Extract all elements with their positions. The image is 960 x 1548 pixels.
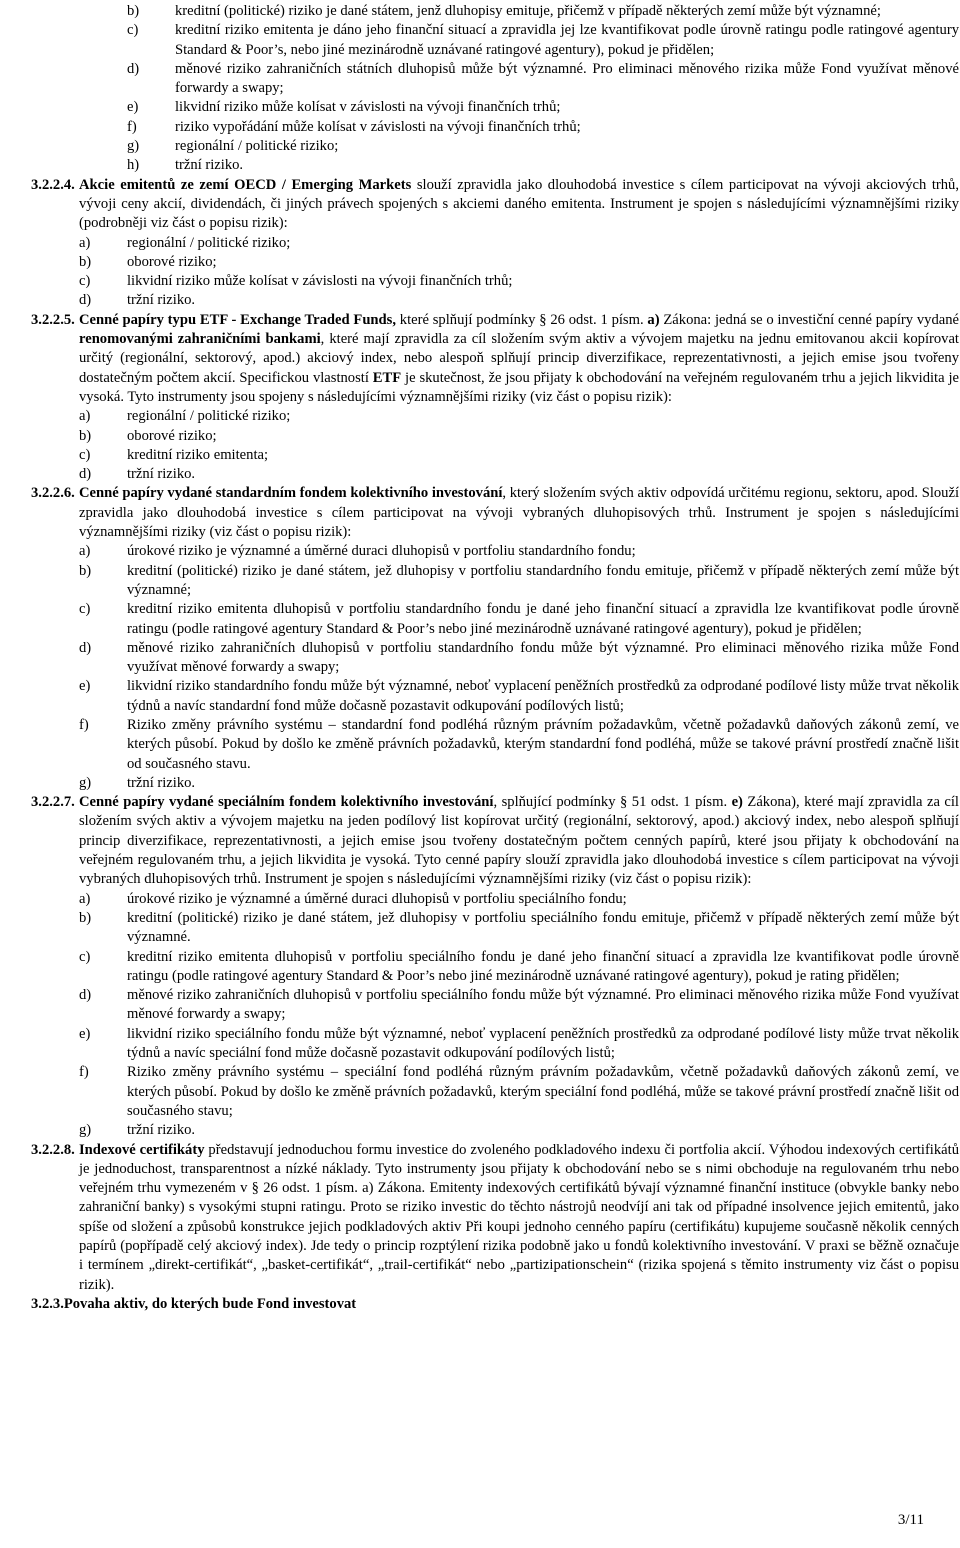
list-item: [79, 600, 959, 639]
section-number: 3.2.3.: [31, 1295, 64, 1312]
list-item-text: Riziko změny právního systému – speciální fond podléhá různým právním požadavkům, včetně požadavků daňových zákonů zemí, ve kterých působí. Pokud by došlo ke změně právních požadavků, kterým speciální fond podléhá, může se takové právní prostředí značně lišit od současného stavu;: [127, 1064, 959, 1119]
list-item-text: likvidní riziko speciálního fondu může být významné, neboť vyplacení peněžních prostředků za odprodané podílové listy může trvat několik týdnů a navíc speciální fond může dočasně pozastavit odkupování podílových listů;: [127, 1025, 959, 1062]
list-marker: d): [79, 466, 92, 483]
section-number: 3.2.2.6.: [31, 485, 75, 502]
list-marker: c): [79, 601, 91, 618]
section-text: Zákona), které mají zpravidla za cíl složením svých aktiv a vývojem majetku na jeden podílový list kopírovat určitý (regionální, sektorový, apod.) akciový index, nebo alespoň splňují princip diverzifikace, reprezentativnosti, a jejich emise jsou tvořeny dostatečným počtem cenných papírů, které jsou přijaty k obchodování na veřejném regulovaném trhu, a jejich likvidita je vysoká. Tyto cenné papíry slouží zpravidla jako dlouhodobá investice s cílem participovat na vývoji vybraných dluhopisových trhů. Instrument je spojen s následujícími významnějšími riziky (viz část o popisu rizik):: [79, 794, 959, 888]
section-heading: Cenné papíry vydané speciálním fondem kolektivního investování: [79, 794, 494, 811]
section-3-2-2-5: [31, 311, 959, 485]
list-item-text: riziko vypořádání může kolísat v závislosti na vývoji finančních trhů;: [175, 118, 581, 135]
list-item: [79, 1121, 959, 1140]
list-marker: f): [79, 1064, 89, 1081]
bold-ref: a): [647, 311, 660, 328]
list-item-text: úrokové riziko je významné a úměrné duraci dluhopisů v portfoliu speciálního fondu;: [127, 890, 627, 907]
section-text: je skutečnost, že jsou přijaty k obchodování na veřejném regulovaném trhu a jejich likvidita je vysoká. Tyto instrumenty jsou spojeny s následujícími významnějšími riziky (viz část o popisu rizik):: [79, 369, 959, 405]
section-3-2-2-7: [31, 793, 959, 1140]
list-item: [79, 407, 959, 426]
bold-term: ETF: [372, 369, 402, 386]
list-marker: c): [79, 446, 91, 463]
section-text: slouží zpravidla jako dlouhodobá investice s cílem participovat na vývoji akciových trhů, vývoji ceny akcií, dividendách, či jiných právech spojených s akciemi daného emitenta. Instrument je spojen s následujícími významnějšími riziky (podrobněji viz část o popisu rizik):: [79, 176, 959, 232]
list-marker: d): [79, 987, 92, 1004]
risk-list: [79, 407, 959, 484]
section-number: 3.2.2.4.: [31, 176, 75, 193]
list-marker: c): [79, 273, 91, 290]
list-item: [79, 562, 959, 601]
list-item-text: kreditní riziko emitenta dluhopisů v portfoliu speciálního fondu je dané jeho finanční situací a zpravidla lze kvantifikovat podle úrovně ratingu (podle ratingové agentury Standard & Poor’s nebo jiné mezinárodně uznávané ratingové agentury), pokud je rating přidělen;: [127, 948, 959, 984]
list-marker: c): [79, 948, 91, 965]
list-item-text: regionální / politické riziko;: [127, 408, 291, 425]
list-marker: a): [79, 408, 91, 425]
list-item: [79, 1063, 959, 1121]
section-text: Zákona: jedná se o investiční cenné papíry vydané: [659, 311, 959, 328]
list-item-text: Riziko změny právního systému – standardní fond podléhá různým právním požadavkům, včetně požadavků daňových zákonů zemí, ve kterých působí. Pokud by došlo ke změně právních požadavků, kterým standardní fond podléhá, může se takové právní prostředí značně lišit od současného stavu.: [127, 716, 959, 772]
list-marker: e): [127, 99, 139, 116]
list-marker: b): [79, 253, 92, 270]
list-marker: b): [79, 562, 92, 579]
list-marker: d): [79, 292, 92, 309]
intro-risk-list: [79, 2, 959, 176]
list-item: [127, 118, 959, 137]
risk-list: [79, 542, 959, 793]
list-marker: g): [127, 138, 140, 155]
list-item-text: kreditní riziko emitenta je dáno jeho finanční situací a zpravidla jej lze kvantifikovat podle úrovně ratingu podle ratingové agentury Standard & Poor’s, nebo jiné mezinárodně uznávané ratingové agentury), pokud je přidělen;: [175, 22, 959, 58]
list-item-text: kreditní riziko emitenta dluhopisů v portfoliu standardního fondu je dané jeho finanční situací a zpravidla lze kvantifikovat podle úrovně ratingu (podle ratingové agentury Standard & Poor’s nebo jiné mezinárodně uznávané ratingové agentury), pokud je přidělen;: [127, 601, 959, 637]
list-marker: g): [79, 1122, 92, 1139]
list-item: [127, 2, 959, 21]
list-item-text: tržní riziko.: [127, 292, 196, 309]
list-marker: e): [79, 678, 91, 695]
section-title: Povaha aktiv, do kterých bude Fond investovat: [63, 1295, 357, 1312]
section-text: , splňující podmínky § 51 odst. 1 písm.: [493, 794, 732, 811]
list-item: [79, 909, 959, 948]
list-item: [127, 137, 959, 156]
section-heading: Indexové certifikáty: [79, 1141, 205, 1158]
list-item-text: měnové riziko zahraničních státních dluhopisů může být významné. Pro eliminaci měnového rizika může Fond využívat měnové forwardy a swapy;: [175, 60, 959, 97]
list-item-text: měnové riziko zahraničních dluhopisů v portfoliu standardního fondu může být významné. Pro eliminaci měnového rizika může Fond využívat měnové forwardy a swapy;: [127, 639, 959, 676]
list-item: [127, 60, 959, 99]
list-item-text: tržní riziko.: [127, 1122, 196, 1139]
page-number: 3/11: [897, 1512, 924, 1528]
list-item: [79, 542, 959, 561]
list-item: [79, 716, 959, 774]
list-marker: a): [79, 890, 91, 907]
list-item: [127, 156, 959, 175]
section-heading: Cenné papíry vydané standardním fondem kolektivního investování: [79, 485, 503, 502]
list-marker: b): [79, 909, 92, 926]
list-item: [79, 677, 959, 716]
list-item-text: kreditní (politické) riziko je dané státem, jenž dluhopisy emituje, přičemž v případě některých zemí může být významné;: [175, 3, 881, 19]
list-item: [79, 291, 959, 310]
list-item: [79, 446, 959, 465]
list-item-text: měnové riziko zahraničních dluhopisů v portfoliu speciálního fondu může být významné. Pro eliminaci měnového rizika může Fond využívat měnové forwardy a swapy;: [127, 987, 959, 1023]
list-item: [79, 465, 959, 484]
list-item: [79, 639, 959, 678]
list-marker: f): [79, 716, 89, 733]
list-item-text: tržní riziko.: [175, 157, 244, 174]
section-3-2-2-8: [31, 1141, 959, 1295]
section-heading: Akcie emitentů ze zemí OECD / Emerging Markets: [79, 176, 412, 193]
list-item-text: kreditní riziko emitenta;: [127, 446, 269, 463]
section-text: , který složením svých aktiv odpovídá určitému regionu, sektoru, apod. Slouží zpravidla jako dlouhodobá investice s cílem participovat na vývoji vybraných dluhopisových trhů. Instrument je spojen s následujícími významnějšími riziky (viz část o popisu rizik):: [79, 485, 959, 541]
list-marker: a): [79, 543, 91, 560]
bold-ref: e): [731, 794, 743, 811]
list-item: [79, 986, 959, 1025]
list-marker: d): [79, 639, 92, 656]
list-item-text: likvidní riziko standardního fondu může být významné, neboť vyplacení peněžních prostředků za odprodané podílové listy může trvat několik týdnů a navíc standardní fond může dočasně pozastavit odkupování podílových listů;: [127, 678, 959, 714]
section-number: 3.2.2.7.: [31, 794, 75, 811]
section-text: představují jednoduchou formu investice do zvoleného podkladového indexu či portfolia akcií. Výhodou indexových certifikátů je jednoduchost, transparentnost a nízké náklady. Tyto instrumenty jsou přijaty k obchodování nebo se s nimi obchoduje na regulovaném trhu nebo veřejném trhu vymezeném v § 26 odst. 1 písm. a) Zákona. Emitenty indexových certifikátů bývají významné finanční instituce (obvykle banky nebo zahraniční banky) s vysokými stupni ratingu. Proto se riziko investic do těchto nástrojů neodvíjí ani tak od případné insolvence jejich emitentů, jako spíše od složení a způsobů konstrukce jejich podkladových aktiv Při koupi jednoho cenného papíru (certifikátu) kupujeme současně několik cenných papírů (popřípadě celý akciový index). Jde tedy o princip rozptýlení rizika podobně jako u fondů kolektivního investování. V praxi se běžně označuje i termínem „direkt-certifikát“, „basket-certifikát“, „trail-certifikát“ nebo „partizipationschein“ (rizika spojená s těmito instrumenty viz část o popisu rizik).: [79, 1141, 959, 1293]
list-item-text: tržní riziko.: [127, 774, 196, 791]
list-item-text: regionální / politické riziko;: [127, 234, 291, 251]
section-number: 3.2.2.8.: [31, 1141, 75, 1158]
list-item: [127, 98, 959, 117]
list-marker: f): [127, 118, 137, 135]
list-item-text: úrokové riziko je významné a úměrné duraci dluhopisů v portfoliu standardního fondu;: [127, 543, 636, 560]
list-item: [79, 948, 959, 987]
bold-term: renomovanými zahraničními bankami: [79, 331, 321, 348]
list-item-text: kreditní (politické) riziko je dané státem, jež dluhopisy v portfoliu standardního fondu emituje, přičemž v případě některých zemí může být významné;: [127, 562, 959, 598]
list-item-text: likvidní riziko může kolísat v závislosti na vývoji finančních trhů;: [127, 273, 513, 290]
list-item: [127, 21, 959, 60]
risk-list: [79, 234, 959, 311]
list-item: [79, 774, 959, 793]
list-marker: h): [127, 157, 140, 174]
list-item: [79, 253, 959, 272]
section-number: 3.2.2.5.: [31, 311, 75, 328]
list-marker: g): [79, 774, 92, 791]
section-3-2-2-4: [31, 176, 959, 311]
list-item-text: tržní riziko.: [127, 466, 196, 483]
list-item-text: kreditní (politické) riziko je dané státem, jež dluhopisy v portfoliu speciálního fondu emituje, přičemž v případě některých zemí může být významné.: [127, 909, 959, 946]
list-item-text: regionální / politické riziko;: [175, 138, 339, 155]
list-item-text: oborové riziko;: [127, 427, 217, 444]
list-marker: b): [79, 427, 92, 444]
list-marker: a): [79, 234, 91, 251]
list-marker: b): [127, 3, 140, 19]
section-heading: Cenné papíry typu ETF - Exchange Traded Funds,: [79, 311, 396, 328]
list-item: [79, 890, 959, 909]
document-body: [31, 2, 959, 1314]
list-item: [79, 234, 959, 253]
list-item: [79, 272, 959, 291]
list-item: [79, 1025, 959, 1064]
section-text: které splňují podmínky § 26 odst. 1 písm.: [396, 311, 648, 328]
list-marker: c): [127, 22, 139, 39]
list-marker: e): [79, 1025, 91, 1042]
list-item: [79, 427, 959, 446]
risk-list: [79, 890, 959, 1141]
list-item-text: likvidní riziko může kolísat v závislosti na vývoji finančních trhů;: [175, 99, 561, 116]
list-item-text: oborové riziko;: [127, 253, 217, 270]
section-3-2-3-heading: [31, 1295, 959, 1314]
list-marker: d): [127, 60, 140, 77]
section-3-2-2-6: [31, 484, 959, 793]
section-text: , které mají zpravidla za cíl složením svým aktiv a vývojem majetku na jednu emitovanou akcii kopírovat určitý (regionální, sektorový, apod.) akciový index, nebo alespoň splňují princip diverzifikace, reprezentativnosti, a jejich emise jsou tvořeny dostatečným počtem akcií. Specifickou vlastností: [79, 331, 959, 386]
